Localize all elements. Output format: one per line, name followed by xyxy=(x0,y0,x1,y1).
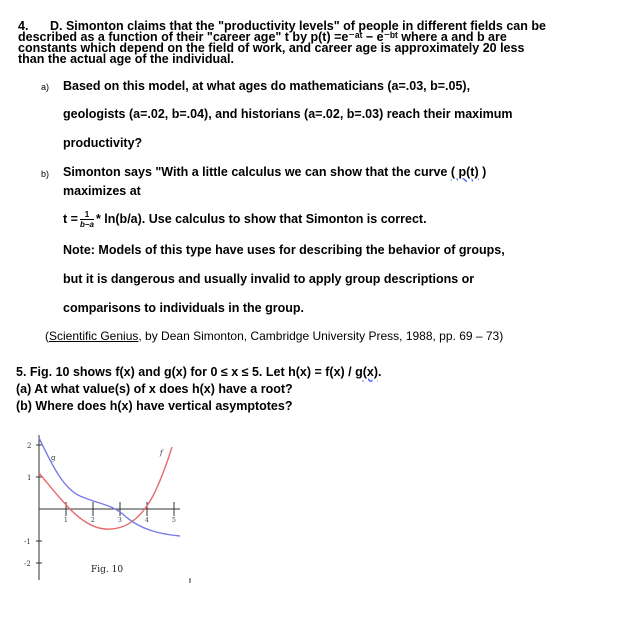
x-tick-label-3: 3 xyxy=(118,517,122,524)
problem-5-gx: g(x) xyxy=(355,365,379,379)
note-line-3: comparisons to individuals in the group. xyxy=(63,301,304,315)
x-tick-label-2: 2 xyxy=(91,517,95,524)
figure-caption: Fig. 10 xyxy=(91,565,124,575)
y-tick-label-2: 2 xyxy=(27,442,32,450)
problem-5-line-1-pre: 5. Fig. 10 shows f(x) and g(x) for 0 ≤ x ≤ 5. Let h(x) = f(x) / xyxy=(16,365,356,379)
x-tick-label-5: 5 xyxy=(172,517,176,524)
x-tick-label-4: 4 xyxy=(145,517,149,524)
citation xyxy=(45,329,503,343)
x-tick-label-1: 1 xyxy=(64,517,68,524)
label-g: g xyxy=(51,454,56,462)
formula-line xyxy=(63,209,427,229)
part-b-curve-text: ( p(t) xyxy=(450,165,479,179)
citation-open: ( xyxy=(45,329,49,343)
problem-5-line-2: (a) At what value(s) of x does h(x) have a root? xyxy=(16,382,293,396)
citation-rest: , by Dean Simonton, Cambridge University Press, 1988, pp. 69 – 73) xyxy=(138,329,504,343)
formula-fraction xyxy=(80,210,94,229)
part-b-label: b) xyxy=(41,169,50,179)
part-a-line-3: productivity? xyxy=(63,136,143,150)
curve-g xyxy=(39,438,180,536)
figure-10-plot xyxy=(0,430,200,590)
problem-5-line-1-post: . xyxy=(378,365,382,379)
problem-4-number: 4. xyxy=(18,19,29,33)
part-b-line-1-post: ) xyxy=(478,165,487,179)
label-f: f xyxy=(160,449,163,457)
curve-f xyxy=(39,447,172,529)
part-b-line-1-pre: Simonton says "With a little calculus we can show that the curve xyxy=(63,165,451,179)
part-a-label: a) xyxy=(41,82,50,92)
formula-t: t = xyxy=(63,212,78,226)
figure-10 xyxy=(0,430,200,590)
problem-4-line-3: constants which depend on the field of work, and career age is approximately 20 less xyxy=(18,41,525,55)
y-tick-label-minus-1: -1 xyxy=(24,538,31,546)
note-line-2: but it is dangerous and usually invalid to apply group descriptions or xyxy=(63,272,475,286)
problem-5-line-3: (b) Where does h(x) have vertical asymptotes? xyxy=(16,399,293,413)
problem-5-line-1 xyxy=(16,364,382,381)
note-line-1: Note: Models of this type have uses for describing the behavior of groups, xyxy=(63,243,505,257)
problem-4-line-4: than the actual age of the individual. xyxy=(18,52,234,66)
part-a-line-1: Based on this model, at what ages do mathematicians (a=.03, b=.05), xyxy=(63,79,471,93)
y-tick-label-1: 1 xyxy=(27,474,32,482)
formula-rest: * ln(b/a). Use calculus to show that Simonton is correct. xyxy=(95,212,427,226)
citation-title: Scientific Genius xyxy=(49,329,139,343)
problem-4-line-1: D. Simonton claims that the "productivity levels" of people in different fields can be xyxy=(50,19,546,33)
y-tick-label-minus-2: -2 xyxy=(24,560,31,568)
part-b-line-2: maximizes at xyxy=(63,184,141,198)
part-a-line-2: geologists (a=.02, b=.04), and historians (a=.02, b=.03) reach their maximum xyxy=(63,107,513,121)
formula-numerator: 1 xyxy=(80,210,94,220)
problem-4-line-2: described as a function of their "career age" t by p(t) =e⁻ᵃᵗ − e⁻ᵇᵗ where a and b are xyxy=(18,30,507,44)
part-b-line-1 xyxy=(63,165,486,179)
formula-denominator: b−a xyxy=(79,220,94,230)
